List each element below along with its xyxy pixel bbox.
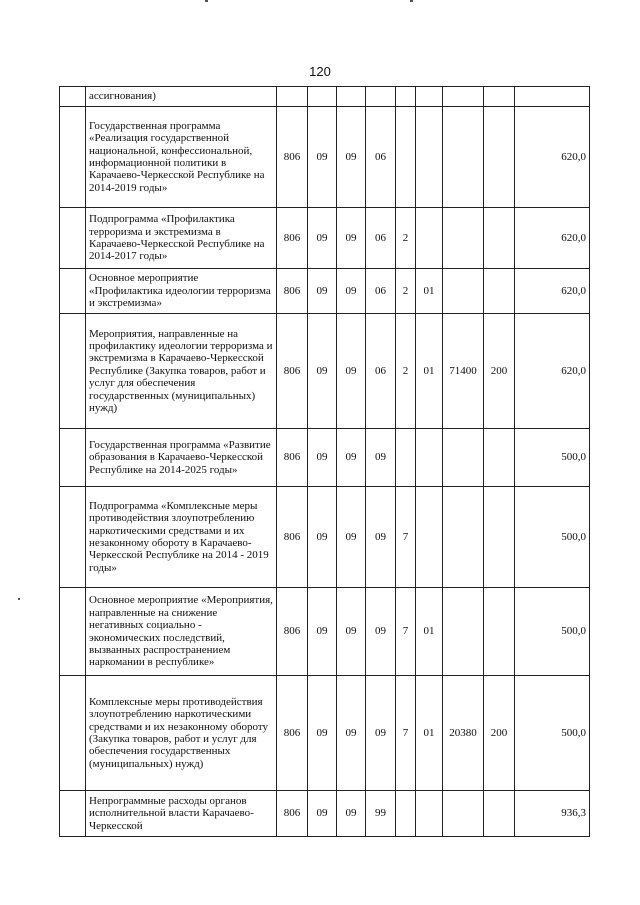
subsection-code: 09 <box>337 208 366 269</box>
section-code: 09 <box>308 208 337 269</box>
direction-code <box>443 588 484 676</box>
blank-cell <box>60 107 86 208</box>
section-code: 09 <box>308 107 337 208</box>
table-row <box>60 429 590 487</box>
ministry-code: 806 <box>277 314 308 429</box>
expense-type-code <box>484 429 515 487</box>
blank-cell <box>60 208 86 269</box>
section-code: 09 <box>308 314 337 429</box>
amount: 936,3 <box>515 791 590 837</box>
subsection-code: 09 <box>337 791 366 837</box>
blank-cell <box>60 791 86 837</box>
expense-type-code <box>484 269 515 314</box>
page-number: 120 <box>309 64 331 79</box>
activity-code <box>416 107 443 208</box>
section-code: 09 <box>308 676 337 791</box>
activity-code: 01 <box>416 269 443 314</box>
blank-cell <box>60 314 86 429</box>
subprogram-code: 2 <box>396 208 416 269</box>
amount: 500,0 <box>515 588 590 676</box>
table-row <box>60 87 590 107</box>
program-code: 09 <box>366 588 396 676</box>
subprogram-code <box>396 87 416 107</box>
blank-cell <box>60 676 86 791</box>
table-row <box>60 487 590 588</box>
direction-code <box>443 791 484 837</box>
amount: 620,0 <box>515 208 590 269</box>
direction-code: 71400 <box>443 314 484 429</box>
activity-code <box>416 87 443 107</box>
expense-type-code: 200 <box>484 676 515 791</box>
row-name: Государственная программа «Развитие образования в Карачаево-Черкесской Республике на 2014-2025 годы» <box>86 429 277 487</box>
subprogram-code: 2 <box>396 314 416 429</box>
ministry-code: 806 <box>277 107 308 208</box>
program-code: 09 <box>366 676 396 791</box>
scan-mark-top-left <box>205 0 208 2</box>
section-code <box>308 87 337 107</box>
direction-code <box>443 487 484 588</box>
row-name: Комплексные меры противодействия злоупотреблению наркотическими средствами и их незаконному обороту (Закупка товаров, работ и услуг для обеспечения государственных (муниципальных) нужд) <box>86 676 277 791</box>
budget-table <box>59 86 590 837</box>
amount <box>515 87 590 107</box>
blank-cell <box>60 588 86 676</box>
subsection-code: 09 <box>337 269 366 314</box>
blank-cell <box>60 269 86 314</box>
program-code <box>366 87 396 107</box>
subprogram-code: 2 <box>396 269 416 314</box>
amount: 620,0 <box>515 314 590 429</box>
activity-code <box>416 208 443 269</box>
subsection-code: 09 <box>337 429 366 487</box>
ministry-code: 806 <box>277 676 308 791</box>
direction-code: 20380 <box>443 676 484 791</box>
ministry-code: 806 <box>277 269 308 314</box>
activity-code <box>416 487 443 588</box>
ministry-code: 806 <box>277 429 308 487</box>
amount: 620,0 <box>515 269 590 314</box>
table-row <box>60 314 590 429</box>
scan-mark-left <box>18 598 20 600</box>
expense-type-code <box>484 588 515 676</box>
table-row <box>60 676 590 791</box>
row-name: Подпрограмма «Профилактика терроризма и экстремизма в Карачаево-Черкесской Республике на 2014-2017 годы» <box>86 208 277 269</box>
subsection-code: 09 <box>337 314 366 429</box>
amount: 500,0 <box>515 487 590 588</box>
row-name: Основное мероприятие «Профилактика идеологии терроризма и экстремизма» <box>86 269 277 314</box>
direction-code <box>443 429 484 487</box>
program-code: 06 <box>366 314 396 429</box>
row-name: Государственная программа «Реализация государственной национальной, конфессиональной, информационной политики в Карачаево-Черкесской Республике на 2014-2019 годы» <box>86 107 277 208</box>
expense-type-code <box>484 487 515 588</box>
program-code: 06 <box>366 208 396 269</box>
program-code: 99 <box>366 791 396 837</box>
section-code: 09 <box>308 588 337 676</box>
expense-type-code <box>484 791 515 837</box>
program-code: 09 <box>366 487 396 588</box>
expense-type-code <box>484 208 515 269</box>
row-name: Мероприятия, направленные на профилактику идеологии терроризма и экстремизма в Карачаево-Черкесской Республике (Закупка товаров, работ и услуг для обеспечения государственных (муниципальных) нужд) <box>86 314 277 429</box>
section-code: 09 <box>308 269 337 314</box>
subsection-code: 09 <box>337 487 366 588</box>
activity-code <box>416 791 443 837</box>
row-name: Основное мероприятие «Мероприятия, направленные на снижение негативных социально - экономических последствий, вызванных распространением наркомании в республике» <box>86 588 277 676</box>
activity-code: 01 <box>416 314 443 429</box>
amount: 500,0 <box>515 676 590 791</box>
row-name: ассигнования) <box>86 87 277 107</box>
expense-type-code <box>484 107 515 208</box>
subsection-code: 09 <box>337 676 366 791</box>
amount: 620,0 <box>515 107 590 208</box>
table-row <box>60 588 590 676</box>
table-row <box>60 107 590 208</box>
direction-code <box>443 87 484 107</box>
subprogram-code: 7 <box>396 487 416 588</box>
ministry-code: 806 <box>277 487 308 588</box>
program-code: 06 <box>366 107 396 208</box>
subprogram-code <box>396 429 416 487</box>
program-code: 06 <box>366 269 396 314</box>
table-row <box>60 208 590 269</box>
ministry-code: 806 <box>277 208 308 269</box>
direction-code <box>443 269 484 314</box>
amount: 500,0 <box>515 429 590 487</box>
blank-cell <box>60 87 86 107</box>
direction-code <box>443 208 484 269</box>
scan-mark-top-right <box>410 0 413 2</box>
ministry-code <box>277 87 308 107</box>
blank-cell <box>60 487 86 588</box>
program-code: 09 <box>366 429 396 487</box>
blank-cell <box>60 429 86 487</box>
activity-code <box>416 429 443 487</box>
subprogram-code <box>396 791 416 837</box>
subsection-code: 09 <box>337 588 366 676</box>
ministry-code: 806 <box>277 588 308 676</box>
table-row <box>60 791 590 837</box>
expense-type-code: 200 <box>484 314 515 429</box>
direction-code <box>443 107 484 208</box>
section-code: 09 <box>308 791 337 837</box>
activity-code: 01 <box>416 676 443 791</box>
subprogram-code <box>396 107 416 208</box>
subprogram-code: 7 <box>396 676 416 791</box>
subsection-code: 09 <box>337 107 366 208</box>
section-code: 09 <box>308 487 337 588</box>
activity-code: 01 <box>416 588 443 676</box>
expense-type-code <box>484 87 515 107</box>
section-code: 09 <box>308 429 337 487</box>
subprogram-code: 7 <box>396 588 416 676</box>
subsection-code <box>337 87 366 107</box>
row-name: Непрограммные расходы органов исполнительной власти Карачаево-Черкесской <box>86 791 277 837</box>
row-name: Подпрограмма «Комплексные меры противодействия злоупотреблению наркотическими средствами и их незаконному обороту в Карачаево-Черкесской Республике на 2014 - 2019 годы» <box>86 487 277 588</box>
table-row <box>60 269 590 314</box>
ministry-code: 806 <box>277 791 308 837</box>
